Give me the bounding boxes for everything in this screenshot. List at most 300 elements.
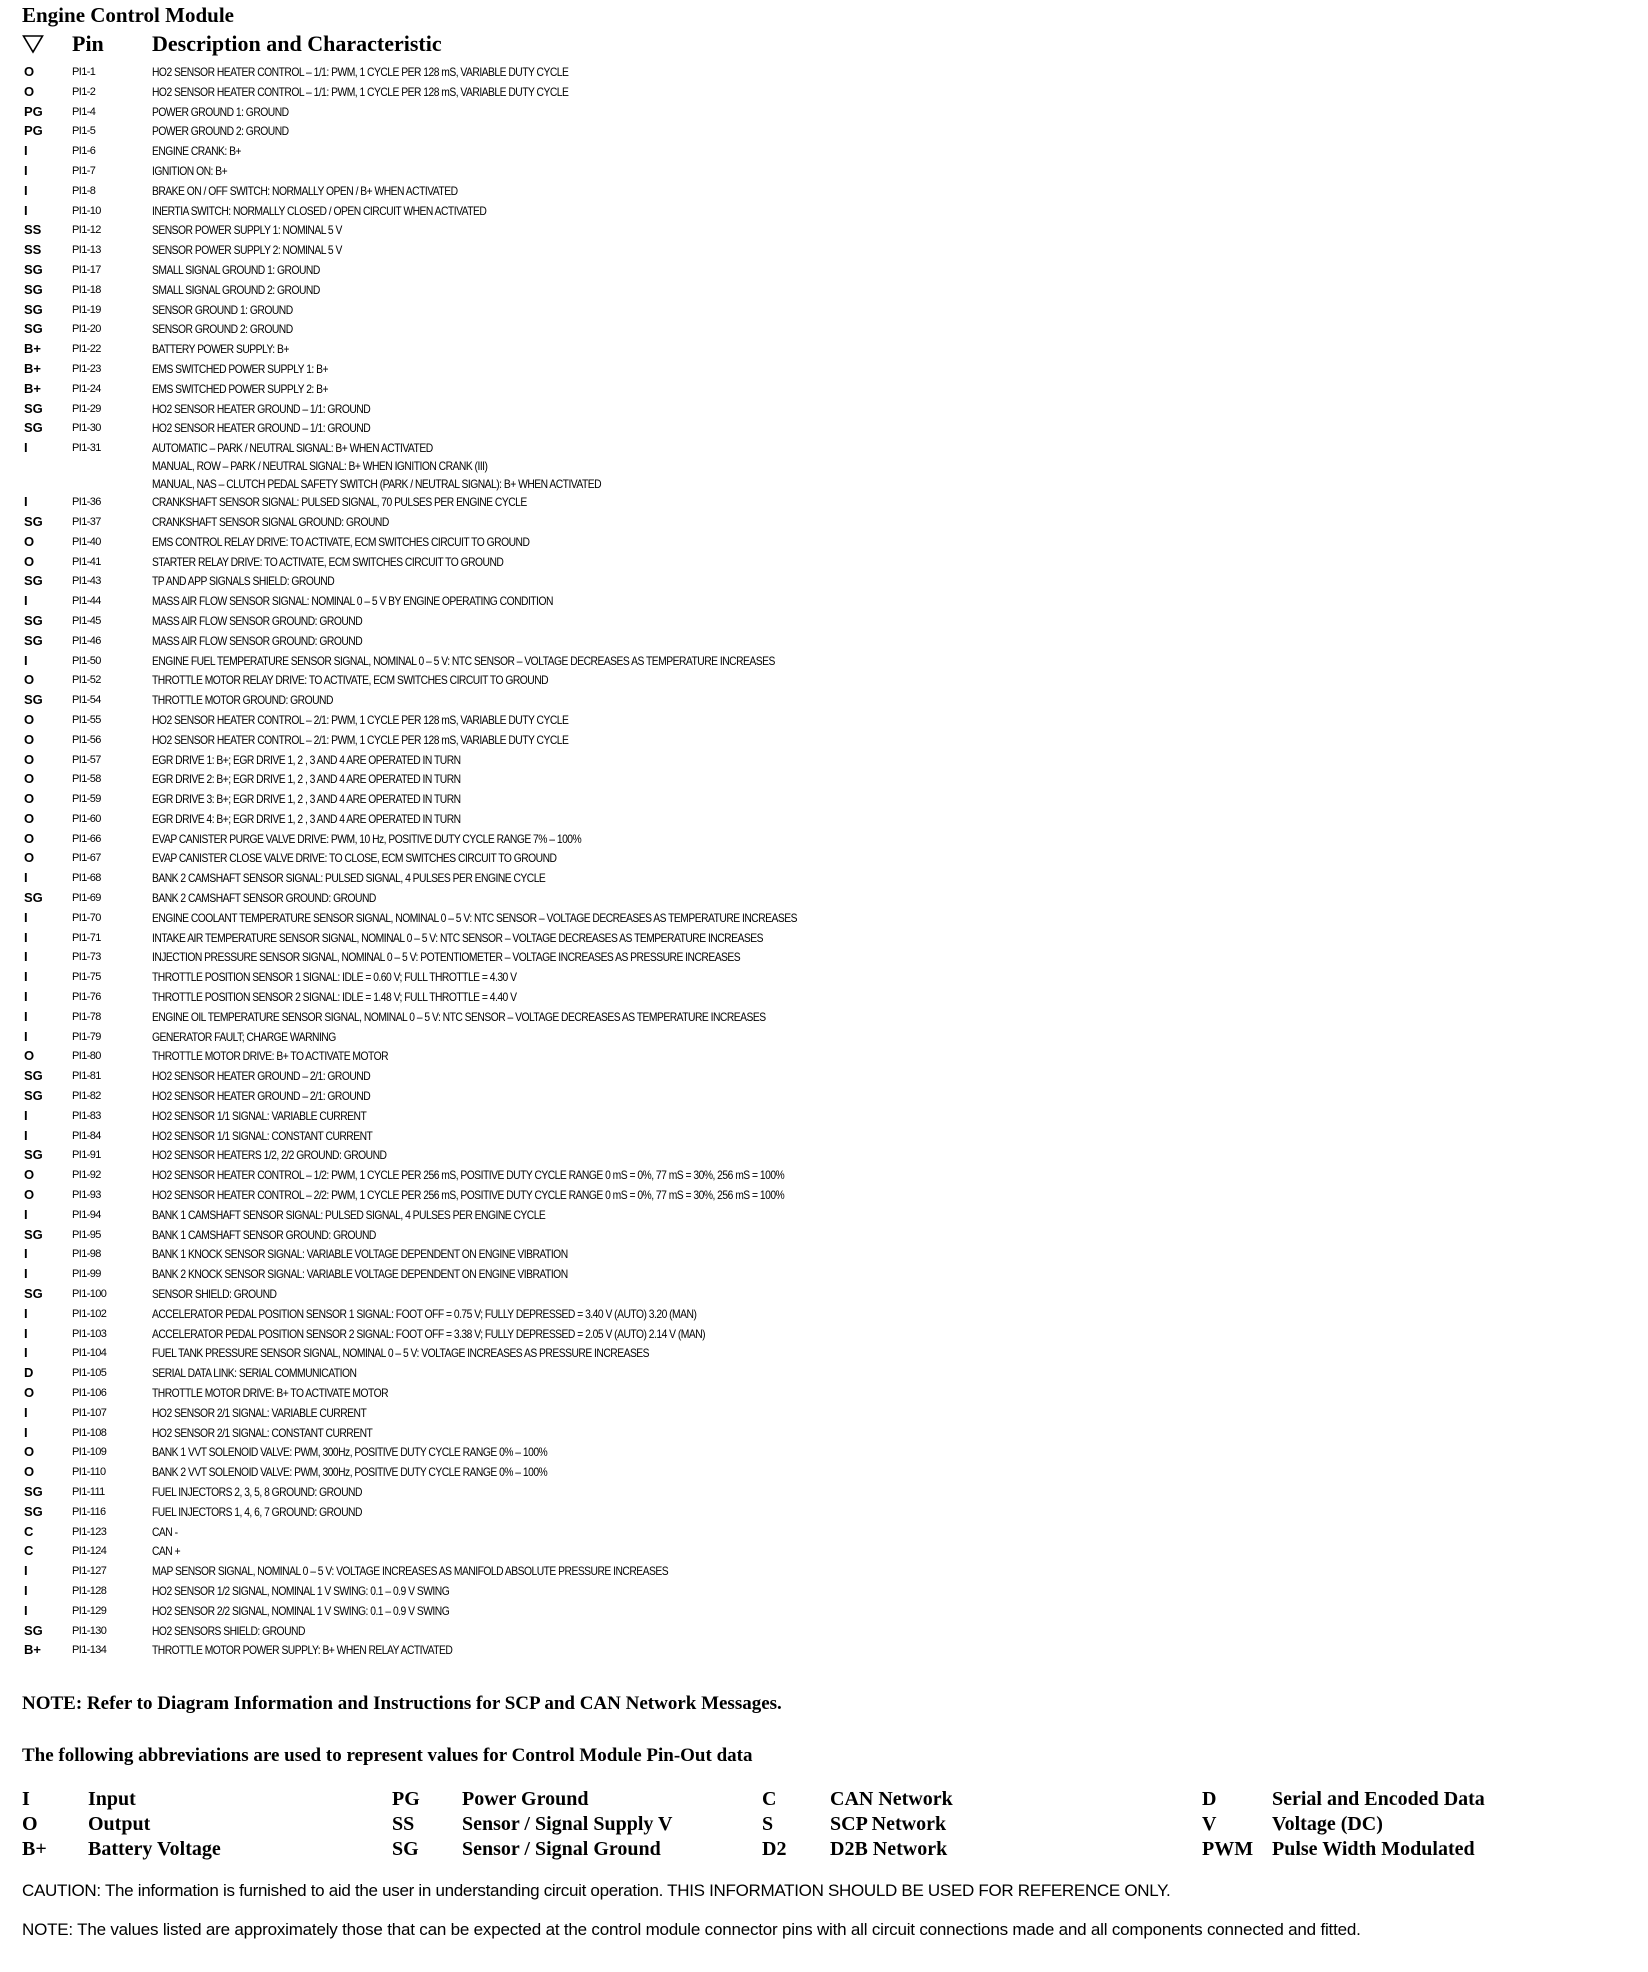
table-row (22, 400, 1628, 420)
pin-description: THROTTLE POSITION SENSOR 1 SIGNAL: IDLE = 0.60 V; FULL THROTTLE = 4.30 V (152, 970, 517, 985)
table-row (22, 1047, 1628, 1067)
signal-type: SG (24, 1503, 43, 1519)
table-row (22, 1523, 1628, 1543)
pin-number: PI1-134 (72, 1644, 107, 1657)
signal-type: I (24, 870, 28, 886)
table-row (22, 849, 1628, 869)
signal-type: O (24, 1464, 35, 1480)
abbreviation-label: Output (88, 1813, 151, 1836)
pin-description: THROTTLE MOTOR POWER SUPPLY: B+ WHEN RELAY ACTIVATED (152, 1643, 453, 1658)
abbreviation-label: D2B Network (830, 1838, 948, 1861)
abbreviations-intro: The following abbreviations are used to represent values for Control Module Pin-Out data (22, 1745, 753, 1767)
pin-number: PI1-50 (72, 654, 101, 667)
signal-type: I (24, 182, 28, 198)
pin-number: PI1-107 (72, 1406, 107, 1419)
pin-description: EMS SWITCHED POWER SUPPLY 1: B+ (152, 361, 329, 376)
signal-type: O (24, 711, 35, 727)
table-row (22, 1443, 1628, 1463)
signal-type: I (24, 494, 28, 510)
pin-number: PI1-129 (72, 1604, 107, 1617)
pin-number: PI1-78 (72, 1010, 101, 1023)
signal-type: SG (24, 301, 43, 317)
abbreviation-label: Input (88, 1788, 136, 1811)
pin-description: IGNITION ON: B+ (152, 163, 228, 178)
table-row (22, 1364, 1628, 1384)
pin-description: BANK 1 CAMSHAFT SENSOR GROUND: GROUND (152, 1227, 376, 1242)
table-row (22, 142, 1628, 162)
abbreviation-label: Sensor / Signal Supply V (462, 1813, 673, 1836)
pin-number: PI1-69 (72, 892, 101, 905)
pin-description: MAP SENSOR SIGNAL, NOMINAL 0 – 5 V: VOLTAGE INCREASES AS MANIFOLD ABSOLUTE PRESSURE INCREASES (152, 1564, 669, 1579)
table-row (22, 711, 1628, 731)
signal-type: SG (24, 1622, 43, 1638)
table-row (22, 1245, 1628, 1265)
pin-number: PI1-83 (72, 1109, 101, 1122)
signal-type: I (24, 929, 28, 945)
pin-number: PI1-73 (72, 951, 101, 964)
pin-description: HO2 SENSOR HEATER GROUND – 2/1: GROUND (152, 1069, 371, 1084)
pin-number: PI1-104 (72, 1347, 107, 1360)
pin-number: PI1-67 (72, 852, 101, 865)
pin-number: PI1-8 (72, 184, 96, 197)
signal-type: O (24, 771, 35, 787)
pin-number: PI1-31 (72, 442, 101, 455)
pin-number: PI1-30 (72, 422, 101, 435)
pin-description: EMS SWITCHED POWER SUPPLY 2: B+ (152, 381, 329, 396)
abbreviation-code: C (762, 1788, 777, 1811)
table-row (22, 770, 1628, 790)
table-row (22, 1166, 1628, 1186)
abbreviation-code: PG (392, 1788, 420, 1811)
pin-number: PI1-43 (72, 575, 101, 588)
pin-number: PI1-56 (72, 733, 101, 746)
values-note: NOTE: The values listed are approximately those that can be expected at the control module connector pins with all circuit connections made and all components connected and fitted. (22, 1920, 1361, 1940)
pin-description: CAN - (152, 1524, 178, 1539)
signal-type: PG (24, 103, 43, 119)
abbreviation-code: S (762, 1813, 774, 1836)
table-row (22, 671, 1628, 691)
pin-number: PI1-13 (72, 244, 101, 257)
signal-type: I (24, 1424, 28, 1440)
pin-number: PI1-22 (72, 343, 101, 356)
pin-description: THROTTLE MOTOR RELAY DRIVE: TO ACTIVATE, ECM SWITCHES CIRCUIT TO GROUND (152, 673, 549, 688)
abbreviation-label: CAN Network (830, 1788, 953, 1811)
pin-description: BANK 2 CAMSHAFT SENSOR SIGNAL: PULSED SIGNAL, 4 PULSES PER ENGINE CYCLE (152, 871, 546, 886)
pin-description: BANK 1 KNOCK SENSOR SIGNAL: VARIABLE VOLTAGE DEPENDENT ON ENGINE VIBRATION (152, 1247, 568, 1262)
pin-description: HO2 SENSOR 2/1 SIGNAL: CONSTANT CURRENT (152, 1425, 373, 1440)
table-row (22, 968, 1628, 988)
table-row (22, 1285, 1628, 1305)
pin-number: PI1-108 (72, 1426, 107, 1439)
pin-number: PI1-70 (72, 911, 101, 924)
pin-description: SENSOR GROUND 2: GROUND (152, 322, 293, 337)
signal-type: I (24, 1305, 28, 1321)
pin-number: PI1-23 (72, 362, 101, 375)
table-row (22, 1602, 1628, 1622)
pin-number: PI1-123 (72, 1525, 107, 1538)
table-row (22, 360, 1628, 380)
signal-type: SG (24, 1226, 43, 1242)
pin-number: PI1-20 (72, 323, 101, 336)
pin-description: BRAKE ON / OFF SWITCH: NORMALLY OPEN / B+ WHEN ACTIVATED (152, 183, 458, 198)
table-row (22, 572, 1628, 592)
pin-number: PI1-19 (72, 303, 101, 316)
pin-description: ENGINE OIL TEMPERATURE SENSOR SIGNAL, NOMINAL 0 – 5 V: NTC SENSOR – VOLTAGE DECREASES AS TEMPERATURE INCREASES (152, 1009, 766, 1024)
signal-type: O (24, 731, 35, 747)
pin-description: MASS AIR FLOW SENSOR GROUND: GROUND (152, 613, 363, 628)
pin-number: PI1-94 (72, 1208, 101, 1221)
signal-type: I (24, 202, 28, 218)
pin-description: EVAP CANISTER CLOSE VALVE DRIVE: TO CLOSE, ECM SWITCHES CIRCUIT TO GROUND (152, 851, 557, 866)
table-row (22, 1305, 1628, 1325)
table-row (22, 380, 1628, 400)
table-row (22, 1404, 1628, 1424)
pin-number: PI1-80 (72, 1050, 101, 1063)
table-row (22, 909, 1628, 929)
table-row (22, 182, 1628, 202)
pin-description: HO2 SENSOR HEATER CONTROL – 1/1: PWM, 1 CYCLE PER 128 mS, VARIABLE DUTY CYCLE (152, 65, 569, 79)
pin-description: HO2 SENSOR HEATER CONTROL – 1/1: PWM, 1 CYCLE PER 128 mS, VARIABLE DUTY CYCLE (152, 84, 569, 99)
table-row (22, 948, 1628, 968)
pin-number: PI1-84 (72, 1129, 101, 1142)
pin-description: HO2 SENSOR 1/1 SIGNAL: VARIABLE CURRENT (152, 1108, 367, 1123)
pin-description: EMS CONTROL RELAY DRIVE: TO ACTIVATE, ECM SWITCHES CIRCUIT TO GROUND (152, 534, 530, 549)
table-row (22, 320, 1628, 340)
pin-description: EGR DRIVE 2: B+; EGR DRIVE 1, 2 , 3 AND 4 ARE OPERATED IN TURN (152, 772, 461, 787)
pin-description: ACCELERATOR PEDAL POSITION SENSOR 2 SIGNAL: FOOT OFF = 3.38 V; FULLY DEPRESSED = 2.05 V (AUTO) 2.14 V (MAN) (152, 1326, 706, 1341)
table-row (22, 340, 1628, 360)
signal-type: SG (24, 1068, 43, 1084)
pin-description: STARTER RELAY DRIVE: TO ACTIVATE, ECM SWITCHES CIRCUIT TO GROUND (152, 554, 504, 569)
pin-number: PI1-127 (72, 1565, 107, 1578)
pin-description: INERTIA SWITCH: NORMALLY CLOSED / OPEN CIRCUIT WHEN ACTIVATED (152, 203, 487, 218)
pin-description: MASS AIR FLOW SENSOR SIGNAL: NOMINAL 0 – 5 V BY ENGINE OPERATING CONDITION (152, 594, 553, 609)
pin-description: FUEL INJECTORS 2, 3, 5, 8 GROUND: GROUND (152, 1484, 362, 1499)
pin-description: BANK 2 CAMSHAFT SENSOR GROUND: GROUND (152, 891, 376, 906)
signal-type: I (24, 1246, 28, 1262)
pin-number: PI1-1 (72, 66, 96, 78)
table-row (22, 691, 1628, 711)
document-title: Engine Control Module (22, 3, 234, 27)
signal-type: SS (24, 242, 42, 258)
signal-type: SG (24, 1483, 43, 1499)
pin-number: PI1-12 (72, 224, 101, 237)
table-row (22, 1344, 1628, 1364)
pin-description: HO2 SENSOR HEATER CONTROL – 2/1: PWM, 1 CYCLE PER 128 mS, VARIABLE DUTY CYCLE (152, 732, 569, 747)
table-row (22, 1146, 1628, 1166)
signal-type: SG (24, 573, 43, 589)
signal-type: SG (24, 513, 43, 529)
pin-number: PI1-36 (72, 496, 101, 509)
signal-type: I (24, 1008, 28, 1024)
pin-description: MASS AIR FLOW SENSOR GROUND: GROUND (152, 633, 363, 648)
pin-number: PI1-92 (72, 1169, 101, 1182)
signal-type: I (24, 162, 28, 178)
table-header (22, 29, 1628, 59)
pin-description: POWER GROUND 2: GROUND (152, 124, 289, 139)
table-row (22, 988, 1628, 1008)
pin-number: PI1-54 (72, 694, 101, 707)
table-row (22, 731, 1628, 751)
abbreviation-code: D2 (762, 1838, 787, 1861)
table-row (22, 869, 1628, 889)
signal-type: I (24, 1582, 28, 1598)
table-row (22, 1503, 1628, 1523)
pin-number: PI1-17 (72, 263, 101, 276)
table-row (22, 1562, 1628, 1582)
signal-type: I (24, 593, 28, 609)
pin-number: PI1-7 (72, 164, 96, 177)
pin-number: PI1-44 (72, 595, 101, 608)
pin-description: SERIAL DATA LINK: SERIAL COMMUNICATION (152, 1366, 357, 1381)
pin-number: PI1-75 (72, 971, 101, 984)
abbreviation-code: V (1202, 1813, 1217, 1836)
table-row (22, 241, 1628, 261)
table-row (22, 1483, 1628, 1503)
table-row (22, 810, 1628, 830)
pin-description: HO2 SENSOR 2/2 SIGNAL, NOMINAL 1 V SWING: 0.1 – 0.9 V SWING (152, 1603, 450, 1618)
table-row (22, 592, 1628, 612)
pin-number: PI1-109 (72, 1446, 107, 1459)
table-row (22, 162, 1628, 182)
signal-type: I (24, 1266, 28, 1282)
signal-type: I (24, 440, 28, 456)
pin-number: PI1-93 (72, 1189, 101, 1202)
signal-type: O (24, 553, 35, 569)
table-row (22, 751, 1628, 771)
pin-number: PI1-45 (72, 614, 101, 627)
table-row (22, 830, 1628, 850)
pin-number: PI1-24 (72, 382, 101, 395)
signal-type: SG (24, 612, 43, 628)
abbreviation-label: Battery Voltage (88, 1838, 221, 1861)
pin-number: PI1-105 (72, 1367, 107, 1380)
pin-number: PI1-6 (72, 145, 96, 158)
pin-description: BANK 2 VVT SOLENOID VALVE: PWM, 300Hz, POSITIVE DUTY CYCLE RANGE 0% – 100% (152, 1465, 548, 1480)
pin-description: SMALL SIGNAL GROUND 1: GROUND (152, 262, 320, 277)
signal-type: I (24, 1206, 28, 1222)
abbreviation-code: I (22, 1788, 30, 1811)
signal-type: SG (24, 632, 43, 648)
table-row (22, 83, 1628, 103)
signal-type: O (24, 810, 35, 826)
table-row (22, 889, 1628, 909)
pin-number: PI1-98 (72, 1248, 101, 1261)
signal-type: SG (24, 420, 43, 436)
signal-type: O (24, 751, 35, 767)
signal-type: I (24, 969, 28, 985)
pin-description: EGR DRIVE 4: B+; EGR DRIVE 1, 2 , 3 AND 4 ARE OPERATED IN TURN (152, 811, 461, 826)
pin-description: HO2 SENSOR 2/1 SIGNAL: VARIABLE CURRENT (152, 1405, 367, 1420)
table-row (22, 103, 1628, 123)
signal-type: O (24, 533, 35, 549)
table-row (22, 1542, 1628, 1562)
pin-number: PI1-46 (72, 634, 101, 647)
pin-description: INTAKE AIR TEMPERATURE SENSOR SIGNAL, NOMINAL 0 – 5 V: NTC SENSOR – VOLTAGE DECREASES AS TEMPERATURE INCREASES (152, 930, 763, 945)
abbreviation-code: PWM (1202, 1838, 1254, 1861)
table-row (22, 790, 1628, 810)
pin-number: PI1-68 (72, 872, 101, 885)
table-row (22, 1582, 1628, 1602)
signal-type: I (24, 1028, 28, 1044)
table-row (22, 63, 1628, 83)
pin-description: SENSOR POWER SUPPLY 2: NOMINAL 5 V (152, 243, 342, 258)
signal-type: B+ (24, 360, 41, 376)
table-row (22, 122, 1628, 142)
signal-type: O (24, 830, 35, 846)
pin-description: ENGINE FUEL TEMPERATURE SENSOR SIGNAL, NOMINAL 0 – 5 V: NTC SENSOR – VOLTAGE DECREASES AS TEMPERATURE INCREASES (152, 653, 775, 668)
pin-description: HO2 SENSOR HEATERS 1/2, 2/2 GROUND: GROUND (152, 1148, 387, 1163)
pin-description: EVAP CANISTER PURGE VALVE DRIVE: PWM, 10 Hz, POSITIVE DUTY CYCLE RANGE 7% – 100% (152, 831, 582, 846)
signal-type: SG (24, 1147, 43, 1163)
signal-type: O (24, 64, 35, 79)
abbreviation-label: SCP Network (830, 1813, 947, 1836)
signal-type: I (24, 949, 28, 965)
pin-number: PI1-100 (72, 1288, 107, 1301)
pin-number: PI1-82 (72, 1090, 101, 1103)
signal-type: O (24, 850, 35, 866)
pin-number: PI1-76 (72, 991, 101, 1004)
pin-number: PI1-5 (72, 125, 96, 138)
signal-type: O (24, 1385, 35, 1400)
table-row (22, 261, 1628, 281)
abbreviation-code: B+ (22, 1838, 47, 1861)
table-row (22, 533, 1628, 553)
pin-number: PI1-81 (72, 1070, 101, 1083)
table-row (22, 513, 1628, 533)
pin-number: PI1-58 (72, 773, 101, 786)
pin-number: PI1-59 (72, 793, 101, 806)
pin-number: PI1-130 (72, 1624, 107, 1637)
pin-description: POWER GROUND 1: GROUND (152, 104, 289, 119)
table-row (22, 493, 1628, 513)
signal-type: I (24, 652, 28, 668)
network-note: NOTE: Refer to Diagram Information and Instructions for SCP and CAN Network Messages. (22, 1693, 782, 1715)
document-page (22, 0, 1628, 1941)
pin-number: PI1-29 (72, 402, 101, 415)
table-row (22, 929, 1628, 949)
abbreviation-legend (22, 1787, 1628, 1865)
pin-description: SENSOR GROUND 1: GROUND (152, 302, 293, 317)
table-row (22, 202, 1628, 222)
pin-number: PI1-37 (72, 515, 101, 528)
pin-number: PI1-106 (72, 1387, 107, 1399)
table-row (22, 1008, 1628, 1028)
pin-description: ENGINE COOLANT TEMPERATURE SENSOR SIGNAL, NOMINAL 0 – 5 V: NTC SENSOR – VOLTAGE DECREASES AS TEMPERATURE INCREASES (152, 910, 798, 925)
table-row (22, 1622, 1628, 1642)
pin-number: PI1-40 (72, 535, 101, 548)
pin-description: FUEL INJECTORS 1, 4, 6, 7 GROUND: GROUND (152, 1504, 362, 1519)
abbreviation-label: Power Ground (462, 1788, 589, 1811)
pin-description: CRANKSHAFT SENSOR SIGNAL GROUND: GROUND (152, 514, 389, 529)
pin-description: THROTTLE MOTOR GROUND: GROUND (152, 693, 333, 708)
pin-description: CAN + (152, 1544, 181, 1559)
table-row (22, 439, 1628, 493)
signal-type: O (24, 1444, 35, 1460)
pin-description: SENSOR POWER SUPPLY 1: NOMINAL 5 V (152, 223, 342, 238)
abbreviation-code: O (22, 1813, 38, 1836)
pinout-table (22, 63, 1628, 1661)
table-row (22, 1107, 1628, 1127)
table-row (22, 1384, 1628, 1404)
table-row (22, 1067, 1628, 1087)
signal-type: C (24, 1523, 34, 1539)
pin-number: PI1-10 (72, 204, 101, 217)
pin-number: PI1-71 (72, 931, 101, 944)
pin-number: PI1-128 (72, 1584, 107, 1597)
pin-description: EGR DRIVE 1: B+; EGR DRIVE 1, 2 , 3 AND 4 ARE OPERATED IN TURN (152, 752, 461, 767)
signal-type: O (24, 791, 35, 807)
signal-type: O (24, 1167, 35, 1183)
pin-number: PI1-55 (72, 713, 101, 726)
pin-number: PI1-95 (72, 1228, 101, 1241)
signal-type: SG (24, 281, 43, 297)
caution-text: CAUTION: The information is furnished to aid the user in understanding circuit operation. THIS INFORMATION SHOULD BE USED FOR REFERENCE ONLY. (22, 1881, 1171, 1901)
signal-type: B+ (24, 341, 41, 357)
table-row (22, 419, 1628, 439)
signal-type: D (24, 1365, 34, 1381)
signal-type: I (24, 1127, 28, 1143)
pin-description: HO2 SENSORS SHIELD: GROUND (152, 1623, 305, 1638)
signal-type: SS (24, 222, 42, 238)
pin-description: AUTOMATIC – PARK / NEUTRAL SIGNAL: B+ WHEN ACTIVATED MANUAL, ROW – PARK / NEUTRAL SIGNAL: B+ WHEN IGNITION CRANK (III) MANUAL, NAS – CLUTCH PEDAL SAFETY SWITCH (PARK / NEUTRAL SIGNAL): B+ WHEN ACTIVATED (152, 441, 602, 492)
pin-description: GENERATOR FAULT; CHARGE WARNING (152, 1029, 336, 1044)
pin-number: PI1-116 (72, 1505, 106, 1518)
signal-type: I (24, 143, 28, 159)
table-row (22, 1087, 1628, 1107)
pin-description: TP AND APP SIGNALS SHIELD: GROUND (152, 574, 335, 589)
pin-number: PI1-111 (72, 1485, 105, 1498)
table-row (22, 1641, 1628, 1661)
table-row (22, 652, 1628, 672)
pin-description: SMALL SIGNAL GROUND 2: GROUND (152, 282, 320, 297)
pin-number: PI1-4 (72, 105, 96, 118)
abbreviation-code: D (1202, 1788, 1217, 1811)
pin-description: HO2 SENSOR 1/2 SIGNAL, NOMINAL 1 V SWING: 0.1 – 0.9 V SWING (152, 1583, 450, 1598)
pin-description: HO2 SENSOR HEATER GROUND – 2/1: GROUND (152, 1089, 371, 1104)
signal-type: SG (24, 890, 43, 906)
signal-type: SG (24, 1088, 43, 1104)
pin-description: BANK 2 KNOCK SENSOR SIGNAL: VARIABLE VOLTAGE DEPENDENT ON ENGINE VIBRATION (152, 1267, 568, 1282)
pin-number: PI1-103 (72, 1327, 107, 1340)
pin-number: PI1-60 (72, 812, 101, 825)
signal-type: PG (24, 123, 43, 139)
signal-type: O (24, 672, 35, 688)
pin-description: HO2 SENSOR HEATER CONTROL – 1/2: PWM, 1 CYCLE PER 256 mS, POSITIVE DUTY CYCLE RANGE 0 mS = 0%, 77 mS = 30%, 256 mS = 100% (152, 1168, 785, 1183)
pin-description: THROTTLE MOTOR DRIVE: B+ TO ACTIVATE MOTOR (152, 1049, 389, 1064)
table-row (22, 612, 1628, 632)
table-row (22, 1186, 1628, 1206)
pin-description: BANK 1 VVT SOLENOID VALVE: PWM, 300Hz, POSITIVE DUTY CYCLE RANGE 0% – 100% (152, 1445, 548, 1460)
abbreviation-code: SG (392, 1838, 419, 1861)
pin-number: PI1-18 (72, 283, 101, 296)
pin-number: PI1-66 (72, 832, 101, 845)
pin-column-header: Pin (72, 31, 104, 56)
pin-description: ENGINE CRANK: B+ (152, 144, 241, 159)
pin-description: CRANKSHAFT SENSOR SIGNAL: PULSED SIGNAL, 70 PULSES PER ENGINE CYCLE (152, 495, 527, 510)
pin-description: SENSOR SHIELD: GROUND (152, 1287, 277, 1302)
abbreviation-label: Sensor / Signal Ground (462, 1838, 661, 1861)
signal-type: I (24, 989, 28, 1005)
pin-description: EGR DRIVE 3: B+; EGR DRIVE 1, 2 , 3 AND 4 ARE OPERATED IN TURN (152, 792, 461, 807)
pin-number: PI1-99 (72, 1268, 101, 1281)
description-column-header: Description and Characteristic (152, 31, 442, 56)
pin-description: THROTTLE MOTOR DRIVE: B+ TO ACTIVATE MOTOR (152, 1386, 389, 1400)
abbreviation-label: Serial and Encoded Data (1272, 1788, 1485, 1811)
table-row (22, 1127, 1628, 1147)
pin-number: PI1-2 (72, 85, 96, 98)
pin-description: HO2 SENSOR 1/1 SIGNAL: CONSTANT CURRENT (152, 1128, 373, 1143)
